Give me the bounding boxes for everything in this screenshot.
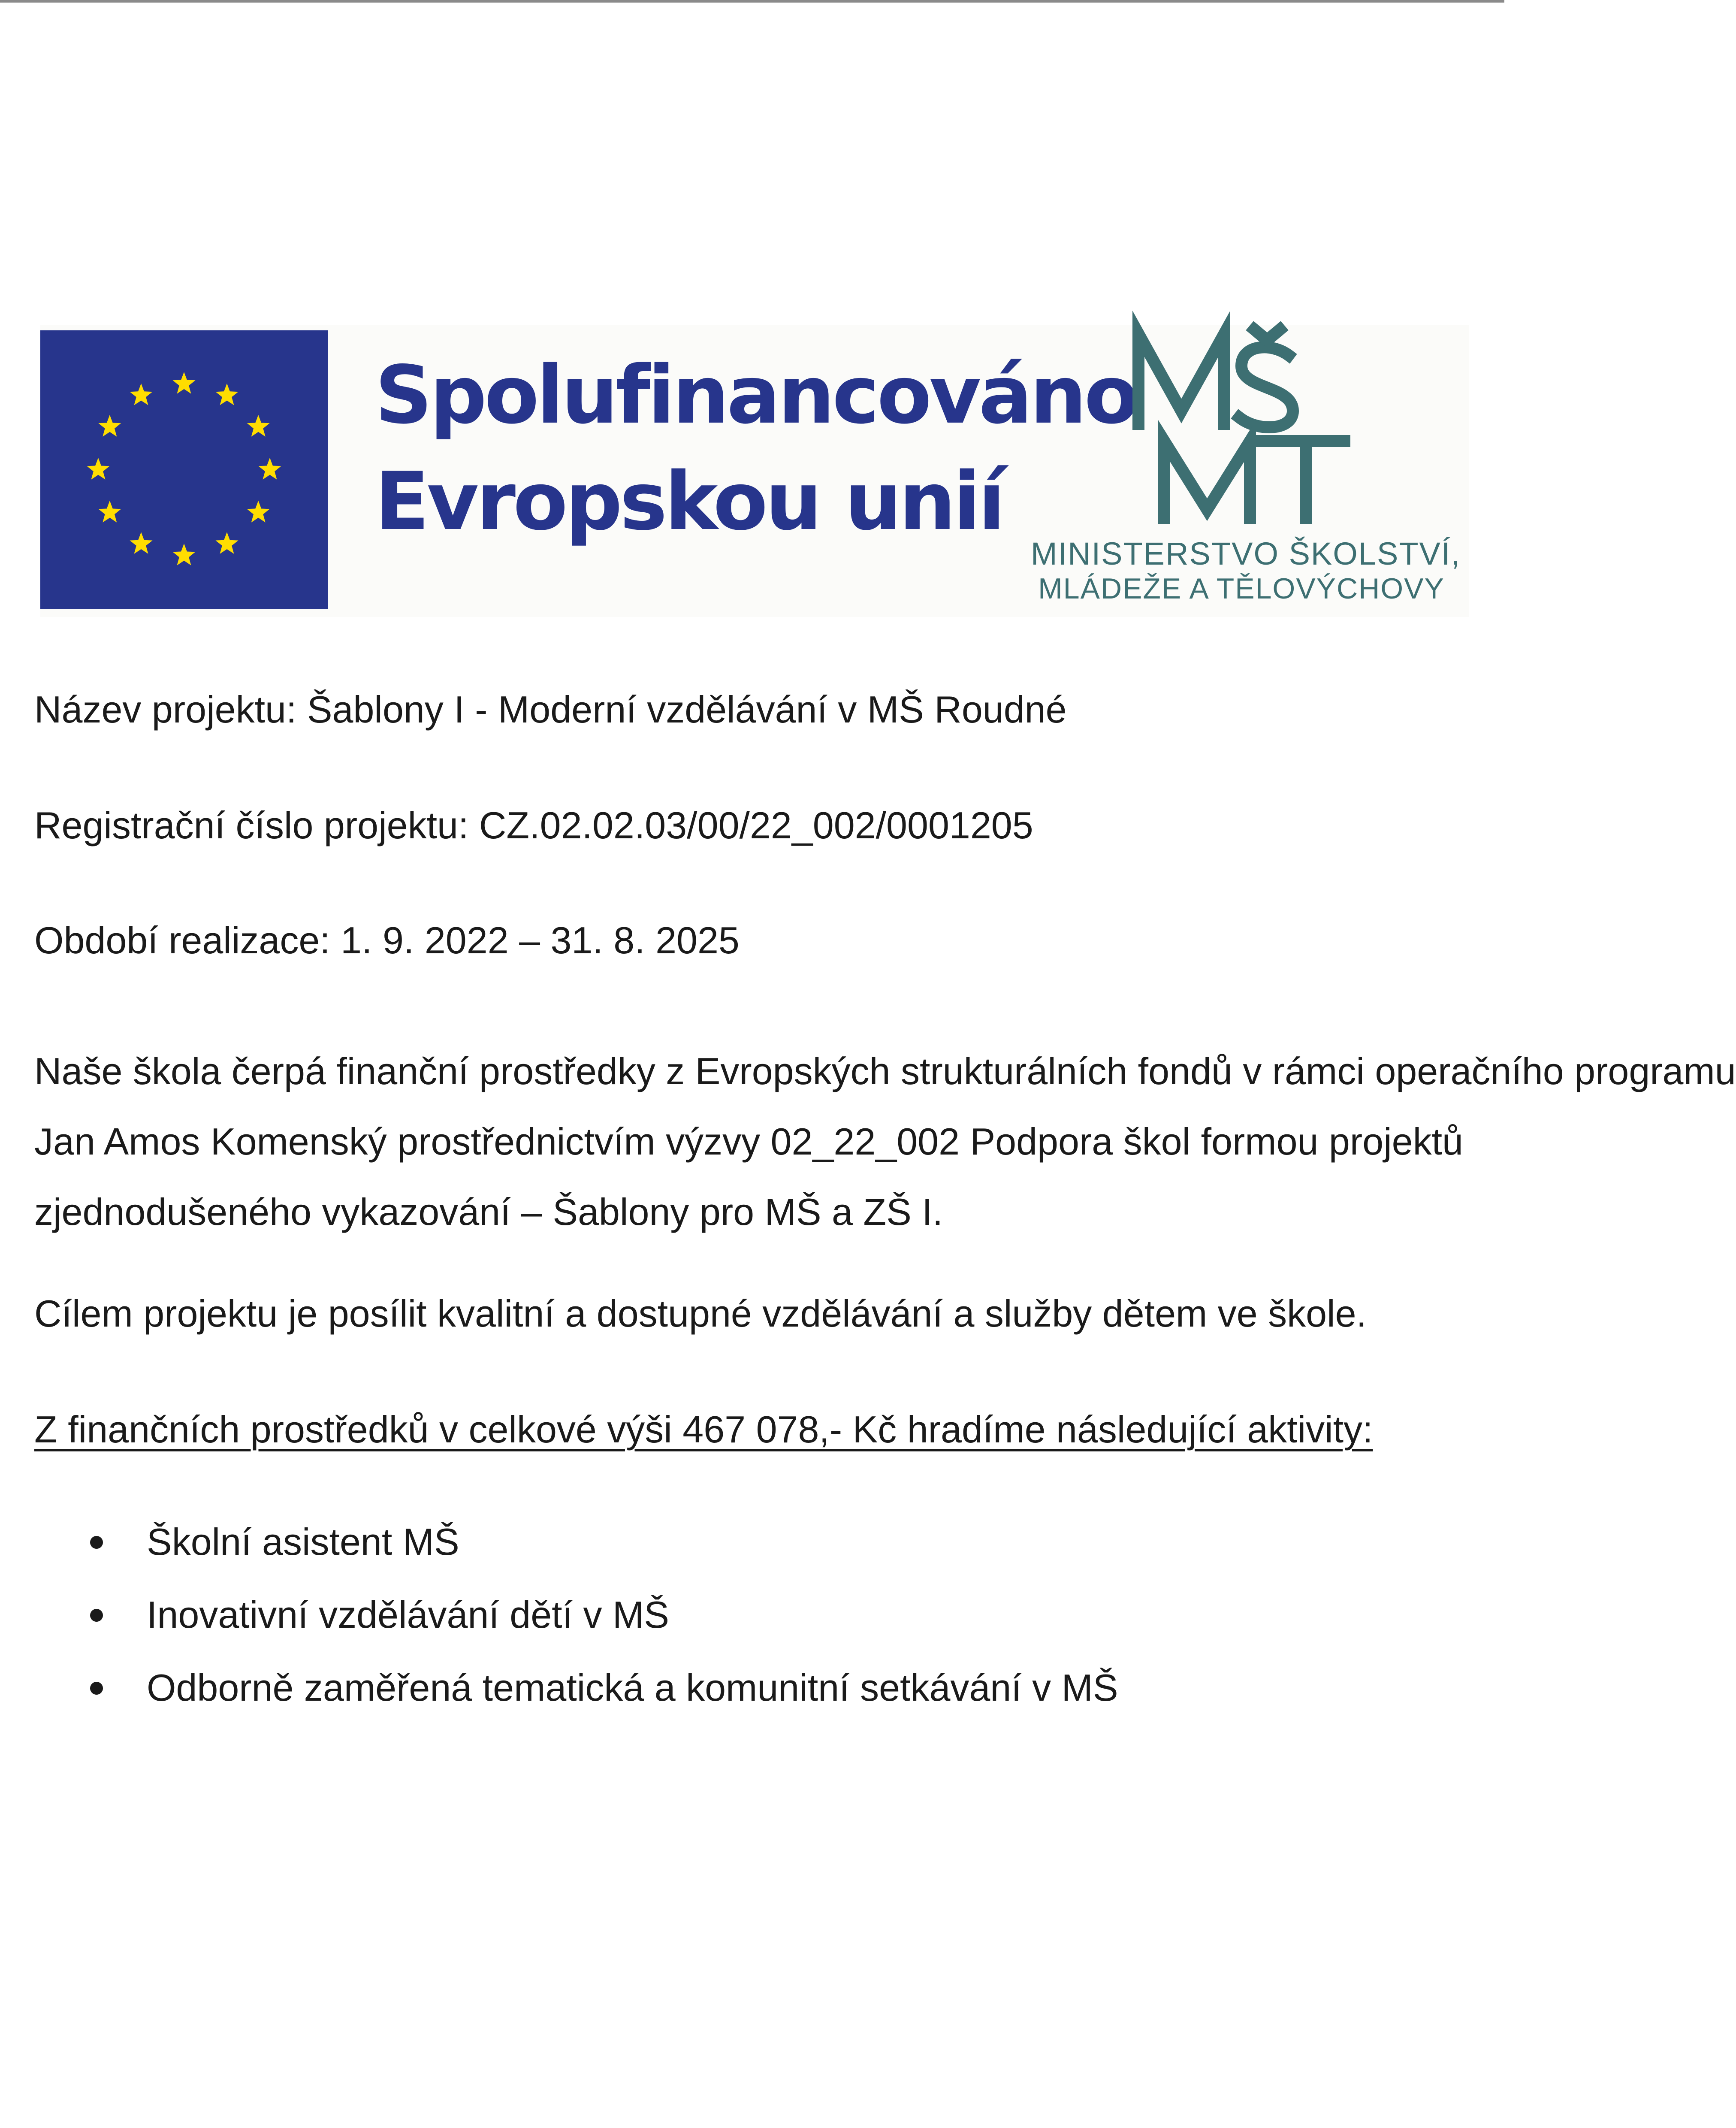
- eu-flag-icon: [40, 330, 328, 609]
- eu-star-icon: [258, 458, 281, 480]
- eu-star-icon: [247, 415, 270, 437]
- project-goal: Cílem projektu je posílit kvalitní a dostupné vzdělávání a služby dětem ve škole.: [34, 1292, 1367, 1335]
- eu-star-icon: [215, 532, 238, 554]
- project-description-line: Jan Amos Komenský prostřednictvím výzvy 02_22_002 Podpora škol formou projektů: [34, 1120, 1463, 1163]
- eu-star-icon: [98, 415, 121, 437]
- funds-heading: Z finančních prostředků v celkové výši 467 078,- Kč hradíme následující aktivity:: [34, 1408, 1373, 1451]
- msmt-name-line2: MLÁDEŽE A TĚLOVÝCHOVY: [1038, 572, 1445, 605]
- msmt-name: [1023, 535, 1469, 605]
- project-name: Název projektu: Šablony I - Moderní vzdělávání v MŠ Roudné: [34, 688, 1067, 731]
- activity-label: Školní asistent MŠ: [147, 1520, 459, 1563]
- msmt-logo-icon: [1130, 325, 1353, 523]
- eu-star-icon: [130, 384, 152, 405]
- activity-label: Odborně zaměřená tematická a komunitní setkávání v MŠ: [147, 1666, 1118, 1709]
- bullet-icon: [90, 1682, 103, 1695]
- bullet-icon: [90, 1536, 103, 1549]
- eu-cofinancing-text: [375, 348, 1137, 548]
- eu-star-icon: [87, 458, 109, 480]
- msmt-name-line1: MINISTERSTVO ŠKOLSTVÍ,: [1030, 536, 1461, 571]
- eu-star-icon: [247, 501, 270, 523]
- eu-star-icon: [172, 544, 195, 565]
- eu-star-icon: [98, 501, 121, 523]
- eu-star-icon: [215, 384, 238, 405]
- eu-star-icon: [130, 532, 152, 554]
- project-period: Období realizace: 1. 9. 2022 – 31. 8. 2025: [34, 919, 740, 961]
- eu-star-icon: [172, 372, 195, 394]
- top-border-line: [0, 0, 1504, 3]
- eu-cofinancing-line2: Evropskou unií: [375, 455, 1003, 548]
- project-description: [34, 1036, 1736, 1247]
- logo-band: [40, 325, 1469, 617]
- eu-cofinancing-line1: Spolufinancováno: [375, 348, 1137, 441]
- project-description-line: Naše škola čerpá finanční prostředky z Evropských strukturálních fondů v rámci operačního programu: [34, 1050, 1736, 1092]
- activity-label: Inovativní vzdělávání dětí v MŠ: [147, 1593, 669, 1636]
- project-description-line: zjednodušeného vykazování – Šablony pro MŠ a ZŠ I.: [34, 1191, 943, 1233]
- project-registration-number: Registrační číslo projektu: CZ.02.02.03/00/22_002/0001205: [34, 804, 1033, 846]
- bullet-icon: [90, 1609, 103, 1622]
